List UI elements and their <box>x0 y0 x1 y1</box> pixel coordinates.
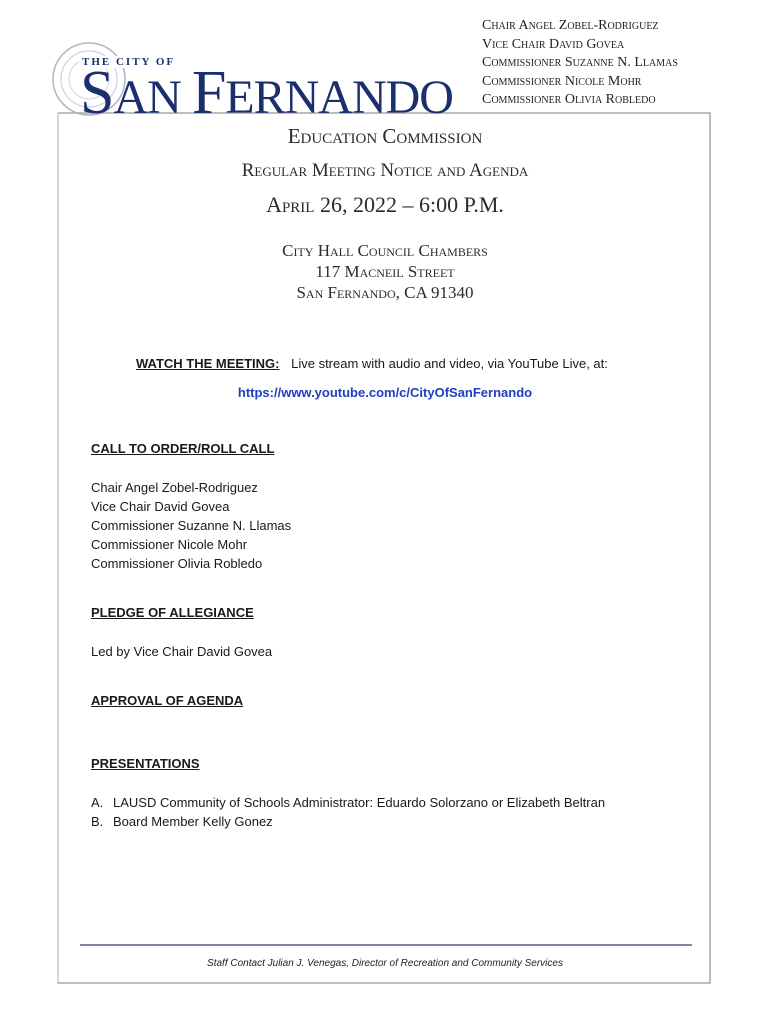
logo-letter-s: S <box>80 59 114 127</box>
section-roll-call: CALL TO ORDER/ROLL CALL <box>91 441 275 456</box>
item-letter: B. <box>91 814 104 829</box>
meeting-date: April 26, 2022 – 6:00 P.M. <box>266 192 504 217</box>
pledge-text: Led by Vice Chair David Govea <box>91 644 273 659</box>
logo-text-ernando: ERNANDO <box>225 71 453 124</box>
item-text: LAUSD Community of Schools Administrator: Eduardo Solorzano or Elizabeth Beltran <box>113 795 606 810</box>
watch-label: WATCH THE MEETING: <box>136 356 280 371</box>
staff-contact: Staff Contact Julian J. Venegas, Director of Recreation and Community Services <box>207 958 563 969</box>
watch-text: Live stream with audio and video, via YouTube Live, at: <box>291 356 608 371</box>
list-item: Commissioner Suzanne N. Llamas <box>91 518 292 533</box>
location-line-2: 117 Macneil Street <box>315 262 455 281</box>
list-item <box>91 812 605 831</box>
section-pledge: PLEDGE OF ALLEGIANCE <box>91 605 254 620</box>
location-line-3: San Fernando, CA 91340 <box>296 283 474 302</box>
list-item: Vice Chair David Govea <box>91 499 230 514</box>
item-text: Board Member Kelly Gonez <box>113 814 273 829</box>
member-line: Commissioner Suzanne N. Llamas <box>482 55 678 70</box>
member-line: Vice Chair David Govea <box>482 36 625 52</box>
section-approval: APPROVAL OF AGENDA <box>91 693 244 708</box>
list-item <box>91 793 605 812</box>
member-line: Commissioner Olivia Robledo <box>482 92 656 107</box>
member-line: Commissioner Nicole Mohr <box>482 73 642 89</box>
logo-the-city: THE CITY OF <box>79 56 178 68</box>
presentations-list <box>91 793 605 831</box>
section-presentations: PRESENTATIONS <box>91 756 200 771</box>
notice-title: Regular Meeting Notice and Agenda <box>241 160 529 181</box>
commission-title: Education Commission <box>287 124 483 148</box>
logo-letter-f: F <box>191 59 226 127</box>
list-item: Commissioner Olivia Robledo <box>91 556 263 571</box>
footer-divider <box>80 944 692 946</box>
logo-text-an: AN <box>113 71 192 124</box>
list-item: Chair Angel Zobel-Rodriguez <box>91 480 258 495</box>
roll-call-list <box>91 478 291 573</box>
logo-city-name <box>80 59 453 127</box>
member-line: Chair Angel Zobel-Rodriguez <box>482 18 659 33</box>
youtube-link[interactable]: https://www.youtube.com/c/CityOfSanFernando <box>237 385 533 400</box>
watch-meeting <box>136 356 608 371</box>
list-item: Commissioner Nicole Mohr <box>91 537 248 552</box>
commission-members <box>482 17 678 110</box>
item-letter: A. <box>91 795 104 810</box>
location-line-1: City Hall Council Chambers <box>282 241 488 260</box>
